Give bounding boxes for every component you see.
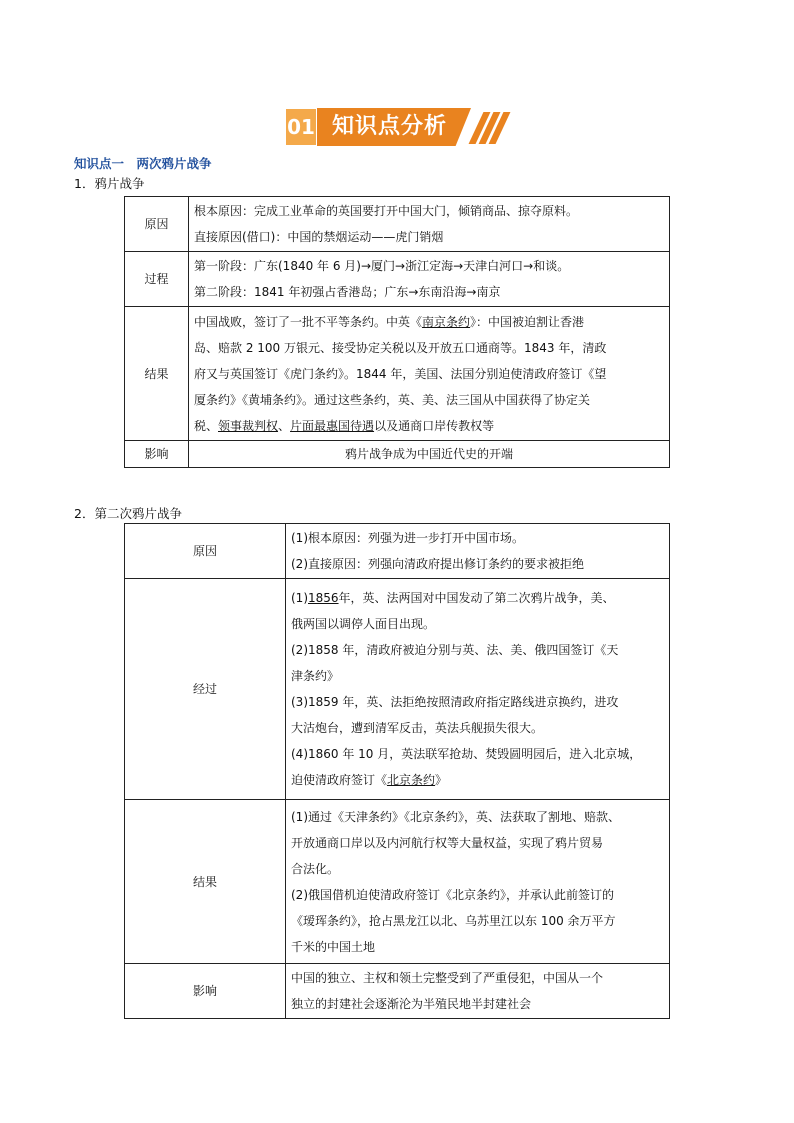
cell-line (291, 934, 664, 960)
cell-text: 中国的独立、主权和领土完整受到了严重侵犯，中国从一个 (291, 971, 604, 985)
cell-line (194, 224, 664, 250)
cell-line (194, 279, 664, 305)
banner-number: 01 (286, 109, 316, 145)
cell-line (291, 637, 664, 663)
row-label: 经过 (125, 579, 286, 800)
cell-text: (3)1859 年，英、法拒绝按照清政府指定路线进京换约，进攻 (291, 695, 619, 709)
row-content (189, 307, 670, 441)
table-row (125, 579, 670, 800)
second-opium-war-table (124, 523, 670, 1019)
row-label: 原因 (125, 197, 189, 252)
cell-line (194, 413, 664, 439)
section-1-title: 1．鸦片战争 (74, 176, 145, 191)
banner-title: 知识点分析 (332, 114, 448, 139)
cell-text: (2)俄国借机迫使清政府签订《北京条约》，并承认此前签订的 (291, 887, 615, 902)
cell-line (291, 882, 664, 908)
cell-line (291, 856, 664, 882)
cell-text: 独立的封建社会逐渐沦为半殖民地半封建社会 (291, 997, 532, 1011)
row-content (189, 441, 670, 468)
underlined-term: 片面最惠国待遇 (290, 418, 375, 433)
underlined-term: 北京条约 (387, 773, 436, 787)
cell-text: 津条约》 (291, 669, 340, 683)
row-label: 影响 (125, 441, 189, 468)
cell-line (291, 991, 664, 1017)
underlined-term: 1856 (308, 591, 339, 605)
cell-line (291, 663, 664, 689)
table-row (125, 441, 670, 468)
cell-line (291, 715, 664, 741)
row-label: 原因 (125, 524, 286, 579)
cell-text: 岛、赔款 2 100 万银元、接受协定关税以及开放五口通商等。1843 年，清政 (194, 340, 607, 355)
cell-text: 鸦片战争成为中国近代史的开端 (344, 447, 513, 461)
cell-text: 俄两国以调停人面目出现。 (291, 617, 436, 631)
cell-text: 第一阶段：广东(1840 年 6 月)→厦门→浙江定海→天津白河口→和谈。 (194, 259, 570, 273)
cell-text: 千米的中国土地 (291, 939, 376, 954)
row-content (189, 252, 670, 307)
cell-text: 合法化。 (291, 861, 340, 876)
row-label: 过程 (125, 252, 189, 307)
cell-line (291, 611, 664, 637)
row-content (286, 579, 670, 800)
cell-text: 厦条约》《黄埔条约》。通过这些条约，英、美、法三国从中国获得了协定关 (194, 392, 591, 407)
cell-line (291, 551, 664, 577)
row-content (286, 800, 670, 964)
cell-text: 、 (278, 418, 291, 433)
cell-text: 迫使清政府签订《 (291, 773, 388, 787)
row-label: 结果 (125, 800, 286, 964)
cell-text: 税、 (194, 418, 219, 433)
cell-line (291, 804, 664, 830)
cell-text: (4)1860 年 10 月，英法联军抢劫、焚毁圆明园后，进入北京城， (291, 747, 642, 761)
cell-text: 《瑷珲条约》，抢占黑龙江以北、乌苏里江以东 100 余万平方 (291, 913, 616, 928)
cell-text: 中国战败，签订了一批不平等条约。中英《 (194, 314, 423, 329)
table-row (125, 252, 670, 307)
opium-war-table (124, 196, 670, 468)
cell-text: (2)直接原因：列强向清政府提出修订条约的要求被拒绝 (291, 557, 585, 571)
cell-text: 府又与英国签订《虎门条约》。1844 年，美国、法国分别迫使清政府签订《望 (194, 366, 607, 381)
cell-text: 直接原因(借口)：中国的禁烟运动——虎门销烟 (194, 230, 444, 244)
cell-text: 根本原因：完成工业革命的英国要打开中国大门，倾销商品、掠夺原料。 (194, 204, 579, 218)
cell-text: (1) (291, 591, 308, 605)
cell-text: (1)根本原因：列强为进一步打开中国市场。 (291, 531, 524, 545)
cell-text: 年，英、法两国对中国发动了第二次鸦片战争，美、 (338, 591, 615, 605)
cell-text: (2)1858 年，清政府被迫分别与英、法、美、俄四国签订《天 (291, 643, 619, 657)
cell-line (291, 689, 664, 715)
cell-line (194, 253, 664, 279)
cell-text: 》 (435, 773, 448, 787)
table-row (125, 307, 670, 441)
cell-line (194, 441, 664, 467)
cell-line (291, 767, 664, 793)
cell-line (291, 830, 664, 856)
row-content (286, 524, 670, 579)
cell-line (194, 335, 664, 361)
cell-line (194, 387, 664, 413)
cell-text: 大沽炮台，遭到清军反击，英法兵舰损失很大。 (291, 721, 544, 735)
cell-line (291, 525, 664, 551)
row-label: 结果 (125, 307, 189, 441)
cell-line (194, 309, 664, 335)
row-content (286, 964, 670, 1019)
cell-line (194, 198, 664, 224)
row-label: 影响 (125, 964, 286, 1019)
cell-line (291, 965, 664, 991)
cell-line (291, 908, 664, 934)
underlined-term: 领事裁判权 (218, 418, 279, 433)
cell-text: 》：中国被迫割让香港 (470, 314, 585, 329)
table-row (125, 964, 670, 1019)
cell-line (291, 741, 664, 767)
section-2-title: 2．第二次鸦片战争 (74, 506, 182, 521)
underlined-term: 南京条约 (422, 314, 471, 329)
cell-text: 以及通商口岸传教权等 (374, 418, 495, 433)
table-row (125, 524, 670, 579)
cell-line (291, 585, 664, 611)
knowledge-point-heading: 知识点一 两次鸦片战争 (74, 156, 212, 171)
row-content (189, 197, 670, 252)
cell-text: 第二阶段：1841 年初强占香港岛；广东→东南沿海→南京 (194, 285, 501, 299)
table-row (125, 800, 670, 964)
section-banner (286, 108, 508, 148)
cell-text: (1)通过《天津条约》《北京条约》，英、法获取了割地、赔款、 (291, 809, 621, 824)
table-row (125, 197, 670, 252)
cell-line (194, 361, 664, 387)
cell-text: 开放通商口岸以及内河航行权等大量权益，实现了鸦片贸易 (291, 835, 604, 850)
